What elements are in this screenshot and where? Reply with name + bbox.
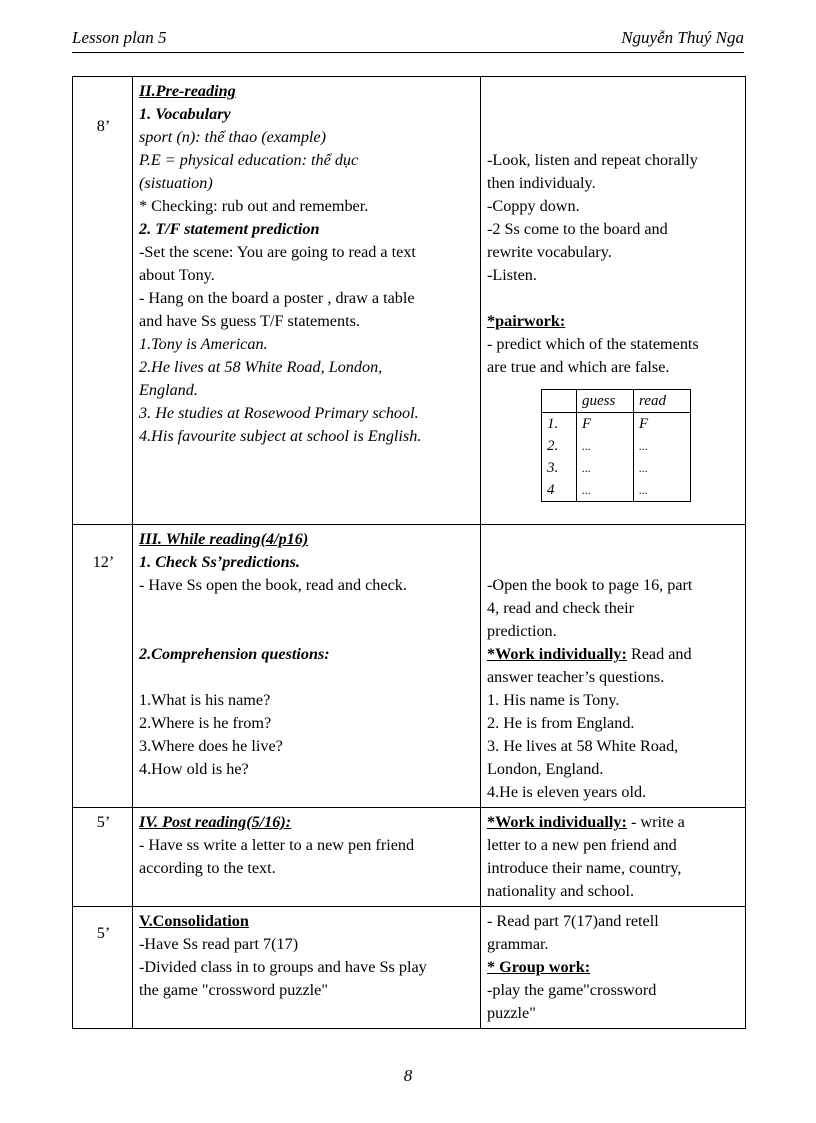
header-lesson-title: Lesson plan 5: [72, 28, 167, 47]
text-line: * Checking: rub out and remember.: [139, 197, 369, 215]
text-line: *Work individually: Read and: [487, 645, 692, 663]
time-cell: [73, 907, 133, 1029]
text-line: [487, 80, 741, 103]
text-line: -Open the book to page 16, part: [487, 576, 693, 594]
text-line: 1. Vocabulary: [139, 105, 231, 123]
text-line: rewrite vocabulary.: [487, 243, 612, 261]
text-line: * Group work:: [487, 958, 591, 976]
text-line: [487, 126, 741, 149]
text-line: -play the game"crossword: [487, 981, 657, 999]
guess-header-cell: [542, 390, 577, 413]
text-line: introduce their name, country,: [487, 859, 682, 877]
text-line: 2. T/F statement prediction: [139, 220, 320, 238]
text-line: are true and which are false.: [487, 358, 670, 376]
teacher-activity-cell: [133, 77, 481, 525]
text-line: England.: [139, 381, 198, 399]
text-line: 3. He lives at 58 White Road,: [487, 737, 679, 755]
student-activity-cell: [481, 907, 746, 1029]
page-header: [72, 28, 744, 53]
guess-cell: F ... ... ...: [634, 413, 691, 502]
text-line: *pairwork:: [487, 312, 566, 330]
text-line: [487, 528, 741, 551]
text-line: - Read part 7(17)and retell: [487, 912, 659, 930]
text-line: London, England.: [487, 760, 604, 778]
teacher-activity-cell: [133, 907, 481, 1029]
text-line: [487, 103, 741, 126]
text-line: [139, 597, 476, 620]
text-line: according to the text.: [139, 859, 276, 877]
text-line: 4, read and check their: [487, 599, 634, 617]
text-line: - Hang on the board a poster , draw a table: [139, 289, 415, 307]
text-line: nationality and school.: [487, 882, 635, 900]
text-line: 4.He is eleven years old.: [487, 783, 647, 801]
text-line: IV. Post reading(5/16):: [139, 813, 292, 831]
text-line: 2.Where is he from?: [139, 714, 272, 732]
text-line: answer teacher’s questions.: [487, 668, 665, 686]
lesson-plan-table: [72, 76, 746, 1029]
text-line: [487, 551, 741, 574]
text-line: -Divided class in to groups and have Ss play: [139, 958, 427, 976]
text-line: -2 Ss come to the board and: [487, 220, 668, 238]
page-number: 8: [403, 1066, 413, 1085]
text-line: 2. He is from England.: [487, 714, 635, 732]
text-line: letter to a new pen friend and: [487, 836, 677, 854]
time-label: 5’: [96, 813, 111, 831]
text-line: 1. His name is Tony.: [487, 691, 620, 709]
stage-row-consolidation: [73, 907, 746, 1029]
text-line: III. While reading(4/p16): [139, 530, 309, 548]
guess-table-row: [542, 413, 691, 502]
text-line: [487, 287, 741, 310]
guess-cell: F ... ... ...: [577, 413, 634, 502]
text-line: - Have Ss open the book, read and check.: [139, 576, 407, 594]
text-line: and have Ss guess T/F statements.: [139, 312, 360, 330]
guess-header-cell: read: [634, 390, 691, 413]
time-cell: [73, 525, 133, 808]
text-line: 1. Check Ss’predictions.: [139, 553, 300, 571]
guess-table: [541, 389, 691, 502]
text-line: sport (n): thể thao (example): [139, 128, 327, 146]
text-line: - predict which of the statements: [487, 335, 699, 353]
guess-table-header: [542, 390, 691, 413]
text-line: 4.How old is he?: [139, 760, 249, 778]
student-activity-cell: [481, 77, 746, 525]
text-line: V.Consolidation: [139, 912, 249, 930]
text-line: grammar.: [487, 935, 549, 953]
text-line: (sistuation): [139, 174, 213, 192]
text-line: then individualy.: [487, 174, 596, 192]
text-line: about Tony.: [139, 266, 215, 284]
text-line: prediction.: [487, 622, 557, 640]
text-line: -Coppy down.: [487, 197, 580, 215]
student-activity-cell: [481, 525, 746, 808]
text-line: the game "crossword puzzle": [139, 981, 328, 999]
time-label: 12’: [92, 553, 115, 571]
time-label: 5’: [96, 924, 111, 942]
text-line: 4.His favourite subject at school is English.: [139, 427, 422, 445]
text-line: [139, 666, 476, 689]
text-line: 2.He lives at 58 White Road, London,: [139, 358, 383, 376]
text-line: -Have Ss read part 7(17): [139, 935, 299, 953]
time-cell: [73, 77, 133, 525]
text-line: 3.Where does he live?: [139, 737, 283, 755]
text-line: [139, 620, 476, 643]
text-line: II.Pre-reading: [139, 82, 236, 100]
text-line: -Set the scene: You are going to read a text: [139, 243, 416, 261]
stage-row-post-reading: [73, 808, 746, 907]
text-line: - Have ss write a letter to a new pen friend: [139, 836, 415, 854]
text-line: *Work individually: - write a: [487, 813, 685, 831]
header-author: Nguyễn Thuý Nga: [621, 28, 744, 47]
time-cell: [73, 808, 133, 907]
stage-row-pre-reading: [73, 77, 746, 525]
text-line: 3. He studies at Rosewood Primary school.: [139, 404, 419, 422]
guess-cell: 1. 2. 3. 4: [542, 413, 577, 502]
text-line: 1.What is his name?: [139, 691, 271, 709]
teacher-activity-cell: [133, 525, 481, 808]
text-line: -Look, listen and repeat chorally: [487, 151, 698, 169]
text-line: puzzle": [487, 1004, 536, 1022]
stage-row-while-reading: [73, 525, 746, 808]
text-line: 2.Comprehension questions:: [139, 645, 330, 663]
text-line: 1.Tony is American.: [139, 335, 268, 353]
text-line: -Listen.: [487, 266, 537, 284]
guess-header-cell: guess: [577, 390, 634, 413]
text-line: P.E = physical education: thể dục: [139, 151, 359, 169]
student-activity-cell: [481, 808, 746, 907]
time-label: 8’: [96, 117, 111, 135]
teacher-activity-cell: [133, 808, 481, 907]
